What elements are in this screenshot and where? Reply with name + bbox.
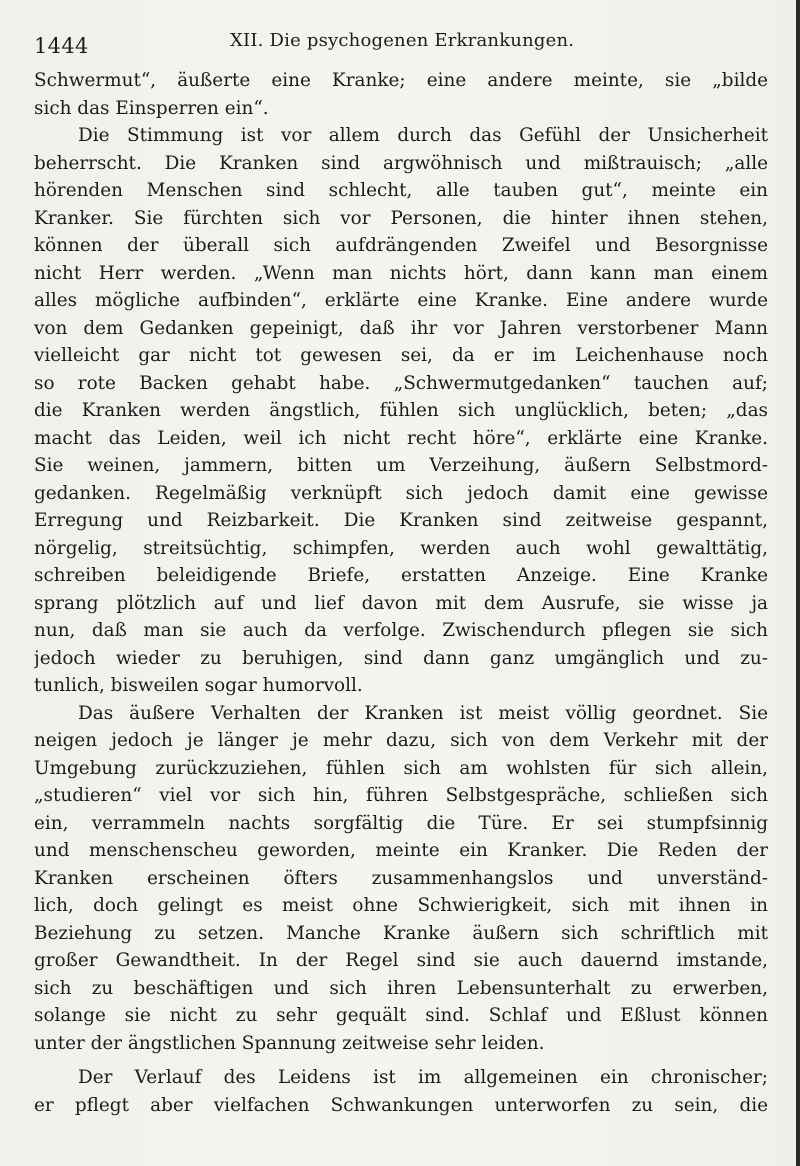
running-head: XII. Die psychogenen Erkrankungen. [230, 30, 575, 51]
text-line: sich zu beschäftigen und sich ihren Lebensunterhalt zu erwerben, [34, 977, 768, 999]
paragraph-start-line: Die Stimmung ist vor allem durch das Gefühl der Unsicherheit [78, 125, 768, 146]
paragraph-start-line: Der Verlauf des Leidens ist im allgemeinen ein chronischer; [78, 1067, 768, 1088]
body-text [34, 67, 768, 1119]
text-line: die Kranken werden ängstlich, fühlen sich unglücklich, beten; „das [34, 400, 768, 421]
text-line: und menschenscheu geworden, meinte ein Kranker. Die Reden der [34, 840, 768, 861]
text-line: können der überall sich aufdrängenden Zweifel und Besorgnisse [34, 235, 768, 256]
text-line: solange sie nicht zu sehr gequält sind. Schlaf und Eßlust können [34, 1005, 768, 1026]
text-line: unter der ängstlichen Spannung zeitweise sehr leiden. [34, 1032, 545, 1054]
text-line: Erregung und Reizbarkeit. Die Kranken sind zeitweise gespannt, [34, 510, 768, 531]
text-line: schreiben beleidigende Briefe, erstatten Anzeige. Eine Kranke [34, 565, 768, 586]
text-line: lich, doch gelingt es meist ohne Schwierigkeit, sich mit ihnen in [34, 895, 768, 916]
paragraph-start-line: Das äußere Verhalten der Kranken ist meist völlig geordnet. Sie [78, 702, 768, 724]
text-line: hörenden Menschen sind schlecht, alle tauben gut“, meinte ein [34, 180, 768, 201]
text-line: so rote Backen gehabt habe. „Schwermutgedanken“ tauchen auf; [34, 372, 768, 394]
text-line: ein, verrammeln nachts sorgfältig die Türe. Er sei stumpfsinnig [34, 812, 768, 834]
page-number: 1444 [34, 34, 89, 58]
text-line: Schwermut“, äußerte eine Kranke; eine andere meinte, sie „bilde [34, 70, 768, 91]
text-line: Beziehung zu setzen. Manche Kranke äußern sich schriftlich mit [34, 922, 768, 944]
page-edge-shadow [796, 0, 800, 1166]
text-line: er pflegt aber vielfachen Schwankungen unterworfen zu sein, die [34, 1094, 768, 1116]
text-line: großer Gewandtheit. In der Regel sind sie auch dauernd imstande, [34, 950, 768, 971]
text-line: nörgelig, streitsüchtig, schimpfen, werden auch wohl gewalttätig, [34, 537, 768, 559]
text-line: alles mögliche aufbinden“, erklärte eine Kranke. Eine andere wurde [34, 290, 768, 311]
text-line: Umgebung zurückzuziehen, fühlen sich am wohlsten für sich allein, [34, 757, 768, 779]
page-header [34, 30, 774, 60]
text-line: gedanken. Regelmäßig verknüpft sich jedoch damit eine gewisse [34, 482, 768, 504]
text-line: jedoch wieder zu beruhigen, sind dann ganz umgänglich und zu- [34, 647, 768, 669]
text-line: Kranker. Sie fürchten sich vor Personen, die hinter ihnen stehen, [34, 207, 768, 229]
text-line: nicht Herr werden. „Wenn man nichts hört, dann kann man einem [34, 262, 768, 284]
text-line: macht das Leiden, weil ich nicht recht höre“, erklärte eine Kranke. [34, 427, 768, 449]
text-line: neigen jedoch je länger je mehr dazu, sich von dem Verkehr mit der [34, 730, 768, 751]
text-line: von dem Gedanken gepeinigt, daß ihr vor Jahren verstorbener Mann [34, 317, 768, 339]
text-line: beherrscht. Die Kranken sind argwöhnisch und mißtrauisch; „alle [34, 152, 768, 174]
text-line: tunlich, bisweilen sogar humorvoll. [34, 675, 363, 696]
text-line: sprang plötzlich auf und lief davon mit dem Ausrufe, sie wisse ja [34, 592, 768, 614]
text-line: sich das Einsperren ein“. [34, 97, 269, 119]
text-line: vielleicht gar nicht tot gewesen sei, da er im Leichenhause noch [34, 345, 768, 366]
text-line: Sie weinen, jammern, bitten um Verzeihung, äußern Selbstmord- [34, 455, 768, 476]
text-line: nun, daß man sie auch da verfolge. Zwischendurch pflegen sie sich [34, 620, 768, 641]
text-line: „studieren“ viel vor sich hin, führen Selbstgespräche, schließen sich [34, 785, 768, 806]
text-line: Kranken erscheinen öfters zusammenhangslos und unverständ- [34, 867, 768, 889]
